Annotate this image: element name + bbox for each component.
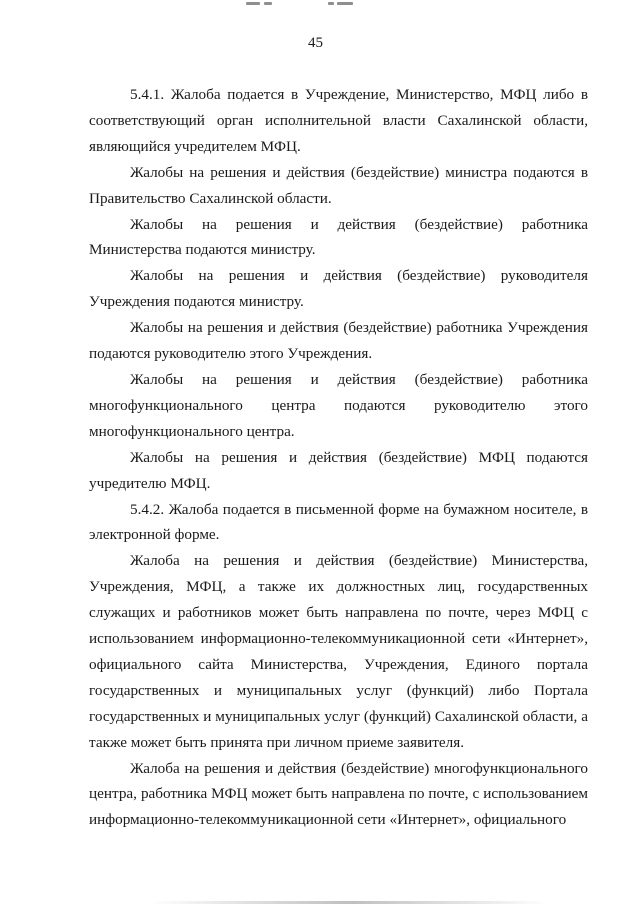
paragraph-submission-channels: Жалоба на решения и действия (бездействие) Министерства, Учреждения, МФЦ, а также их должностных лиц, государственных служащих и работников может быть направлена по почте, через МФЦ с использованием информационно-телекоммуникационной сети «Интернет», официального сайта Министерства, Учреждения, Единого портала государственных и муниципальных услуг (функций) либо Портала государственных и муниципальных услуг (функций) Сахалинской области, а также может быть принята при личном приеме заявителя. xyxy=(89,552,588,751)
page-number: 45 xyxy=(308,35,323,51)
paragraph-institution-worker-complaints: Жалобы на решения и действия (бездействие) работника Учреждения подаются руководителю этого Учреждения. xyxy=(89,319,588,363)
paragraph-5-4-2: 5.4.2. Жалоба подается в письменной форме на бумажном носителе, в электронной форме. xyxy=(89,500,588,544)
paragraph-institution-head-complaints: Жалобы на решения и действия (бездействие) руководителя Учреждения подаются министру. xyxy=(89,267,588,311)
paragraph-mfc-complaints: Жалобы на решения и действия (бездействие) МФЦ подаются учредителю МФЦ. xyxy=(89,448,588,492)
paragraph-ministry-worker-complaints: Жалобы на решения и действия (бездействие) работника Министерства подаются министру. xyxy=(89,215,588,259)
paragraph-5-4-1: 5.4.1. Жалоба подается в Учреждение, Министерство, МФЦ либо в соответствующий орган исполнительной власти Сахалинской области, являющийся учредителем МФЦ. xyxy=(89,86,588,155)
paragraph-minister-complaints: Жалобы на решения и действия (бездействие) министра подаются в Правительство Сахалинской области. xyxy=(89,163,588,207)
paragraph-mfc-submission: Жалоба на решения и действия (бездействие) многофункционального центра, работника МФЦ может быть направлена по почте, с использованием информационно-телекоммуникационной сети «Интернет», официального xyxy=(89,759,588,829)
scan-artifact xyxy=(236,0,396,10)
paragraph-mfc-worker-complaints: Жалобы на решения и действия (бездействие) работника многофункционального центра подаются руководителю этого многофункционального центра. xyxy=(89,370,588,440)
body-text xyxy=(89,82,588,833)
